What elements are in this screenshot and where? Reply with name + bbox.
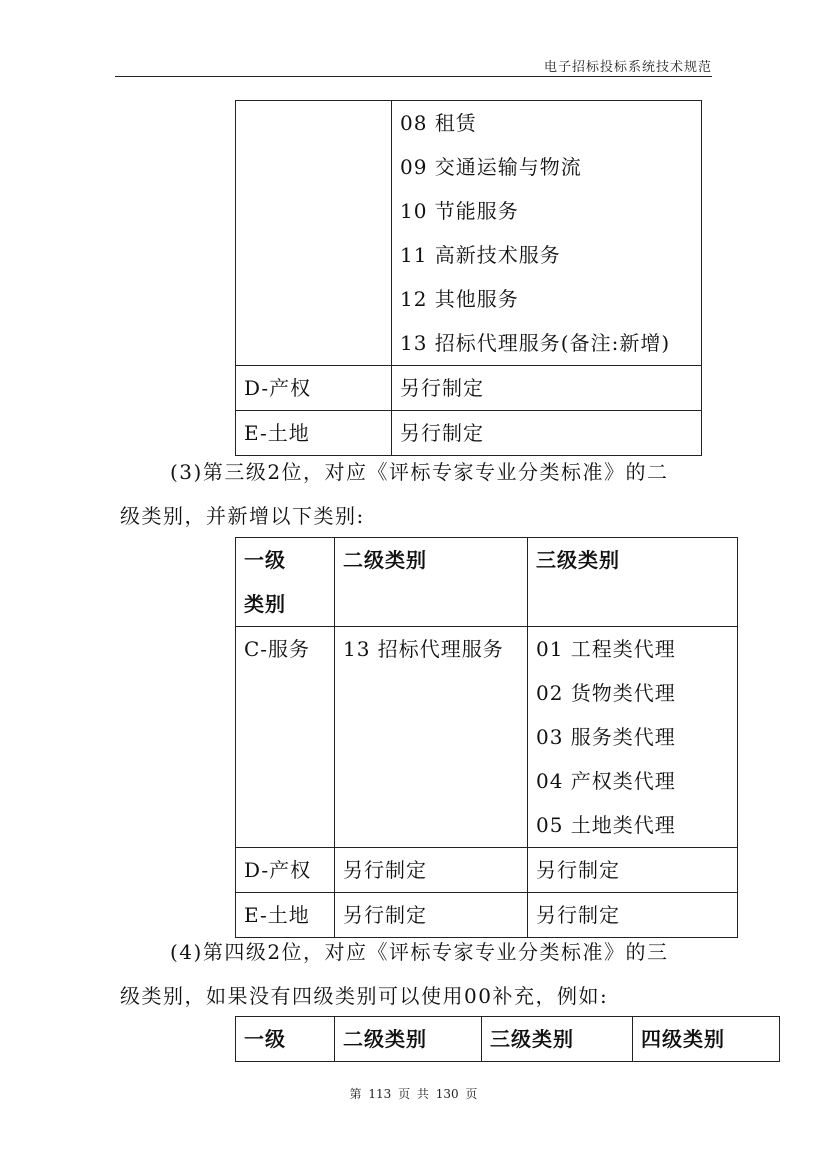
table-cell: 13 招标代理服务	[335, 627, 528, 848]
list-item: 04 产权类代理	[536, 769, 676, 793]
table-cell: E-土地	[236, 411, 392, 456]
table-cell	[236, 101, 392, 366]
table-header-row	[236, 1017, 780, 1062]
list-item: 12 其他服务	[400, 287, 519, 311]
table-cell: 另行制定	[392, 366, 702, 411]
table-cell	[528, 627, 738, 848]
header-rule	[115, 76, 712, 77]
page-footer: 第 113 页 共 130 页	[349, 1087, 478, 1101]
list-item: 11 高新技术服务	[400, 243, 561, 267]
list-item: 01 工程类代理	[536, 637, 676, 661]
table-cell: C-服务	[236, 627, 335, 848]
table-cell: 另行制定	[392, 411, 702, 456]
header-cell-level4: 四级类别	[633, 1017, 780, 1062]
header-text: 类别	[244, 592, 286, 616]
list-item: 02 货物类代理	[536, 681, 676, 705]
header-title: 电子招标投标系统技术规范	[543, 60, 712, 75]
service-category-table-continued	[235, 100, 702, 456]
fourth-level-category-table	[235, 1016, 780, 1062]
table-row	[236, 848, 738, 893]
table-cell: 另行制定	[528, 893, 738, 938]
paragraph-3-line1: (3)第三级2位，对应《评标专家专业分类标准》的二	[170, 460, 669, 484]
table-cell: 另行制定	[335, 893, 528, 938]
table-row	[236, 411, 702, 456]
table-header-row	[236, 538, 738, 627]
header-cell-level1: 一级	[236, 1017, 335, 1062]
table-cell: 另行制定	[528, 848, 738, 893]
header-cell-level3: 三级类别	[482, 1017, 633, 1062]
table-row	[236, 627, 738, 848]
table-cell: D-产权	[236, 848, 335, 893]
table-cell: D-产权	[236, 366, 392, 411]
header-text: 一级	[244, 548, 286, 572]
header-cell-level3: 三级类别	[528, 538, 738, 627]
third-level-category-table	[235, 537, 738, 938]
table-row	[236, 366, 702, 411]
table-cell: E-土地	[236, 893, 335, 938]
table-row	[236, 101, 702, 366]
header-cell-level2: 二级类别	[335, 1017, 482, 1062]
paragraph-4-line1: (4)第四级2位，对应《评标专家专业分类标准》的三	[170, 940, 669, 964]
header-cell-level2: 二级类别	[335, 538, 528, 627]
list-item: 13 招标代理服务(备注:新增)	[400, 331, 671, 355]
list-item: 05 土地类代理	[536, 813, 676, 837]
paragraph-4-line2: 级类别，如果没有四级类别可以使用00补充，例如:	[120, 984, 609, 1008]
header-cell-level1	[236, 538, 335, 627]
list-item: 09 交通运输与物流	[400, 155, 582, 179]
paragraph-3-line2: 级类别，并新增以下类别:	[120, 504, 365, 528]
list-item: 10 节能服务	[400, 199, 519, 223]
list-item: 08 租赁	[400, 111, 477, 135]
table-cell: 另行制定	[335, 848, 528, 893]
list-item: 03 服务类代理	[536, 725, 676, 749]
table-cell	[392, 101, 702, 366]
